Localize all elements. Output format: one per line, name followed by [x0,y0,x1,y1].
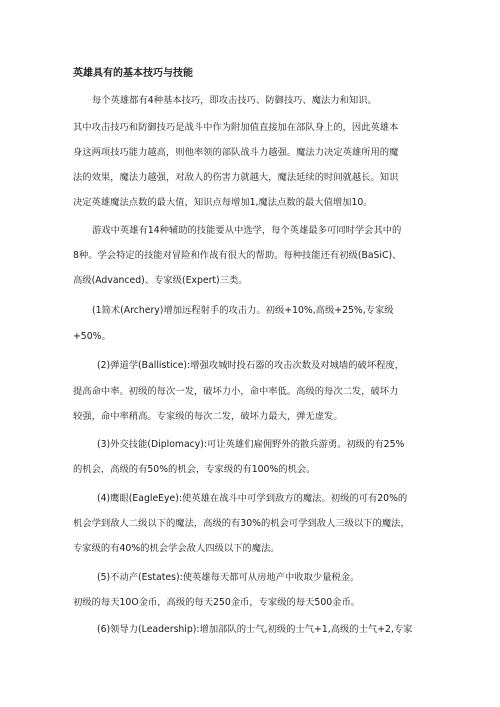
paragraph-line: (2)弹道学(Ballistice):增强攻城时投石器的攻击次数及对城墙的破坏程度， [97,360,405,371]
paragraph-line: 机会学到敌人二级以下的魔法，高级的有30%的机会可学到敌人三级以下的魔法， [73,518,410,529]
paragraph-line: 法的效果，魔法力越强，对敌人的伤害力就越大，魔法延续的时间就越长。知识 [73,172,399,183]
paragraph-line: (1简术(Archery)增加远程射手的攻击力。初级+10%,高级+25%,专家级 [92,305,394,316]
paragraph-line: +50%。 [73,331,111,342]
paragraph-line: 游戏中英雄有14种辅助的技能要从中选学，每个英雄最多可同时学会其中的 [92,225,402,236]
paragraph-line: 高级(Advanced)、专家级(Expert)三类。 [73,275,248,286]
paragraph-line: (4)鹰眼(EagleEye):使英雄在战斗中可学到敌方的魔法。初级的可有20%的 [97,493,408,504]
paragraph-line: (5)不动产(Estates):使英雄每天都可从房地产中收取少量税金。 [97,572,360,583]
paragraph-line: 的机会，高级的有50%的机会，专家级的有100%的机会。 [73,464,316,475]
paragraph-line: 提高命中率。初级的每次一发，破坏力小，命中率低。高级的每次二发，破坏力 [73,386,399,397]
paragraph-line: 初级的每天10O金币，高级的每天250金币，专家级的每天500金币。 [73,597,361,608]
paragraph-line: 其中攻击技巧和防御技巧是战斗中作为附加值直接加在部队身上的，因此英雄本 [73,122,399,133]
paragraph-line: (3)外交技能(Diplomacy):可让英雄们雇佣野外的散兵游勇。初级的有25% [97,439,405,450]
paragraph-line: 较强，命中率稍高。专家级的每次二发，破坏力最大，弹无虚发。 [73,411,343,422]
paragraph-line: 每个英雄都有4种基本技巧，即攻击技巧、防御技巧、魔法力和知识。 [92,95,377,106]
paragraph-line: 专家级的有40%的机会学会敌人四级以下的魔法。 [73,543,280,554]
paragraph-line: 身这两项技巧能力越高，则他率领的部队战斗力越强。魔法力决定英雄所用的魔 [73,147,399,158]
paragraph-line: 决定英雄魔法点数的最大值，知识点每增加1,魔法点数的最大值增加10。 [73,197,373,208]
paragraph-line: 8种。学会特定的技能对冒险和作战有很大的帮助。每种技能还有初级(BaSiC)、 [73,250,402,261]
paragraph-line: (6)领导力(Leadership):增加部队的士气,初级的士气+1,高级的士气+2,专家 [97,624,413,635]
document-title: 英雄具有的基本技巧与技能 [73,68,193,79]
